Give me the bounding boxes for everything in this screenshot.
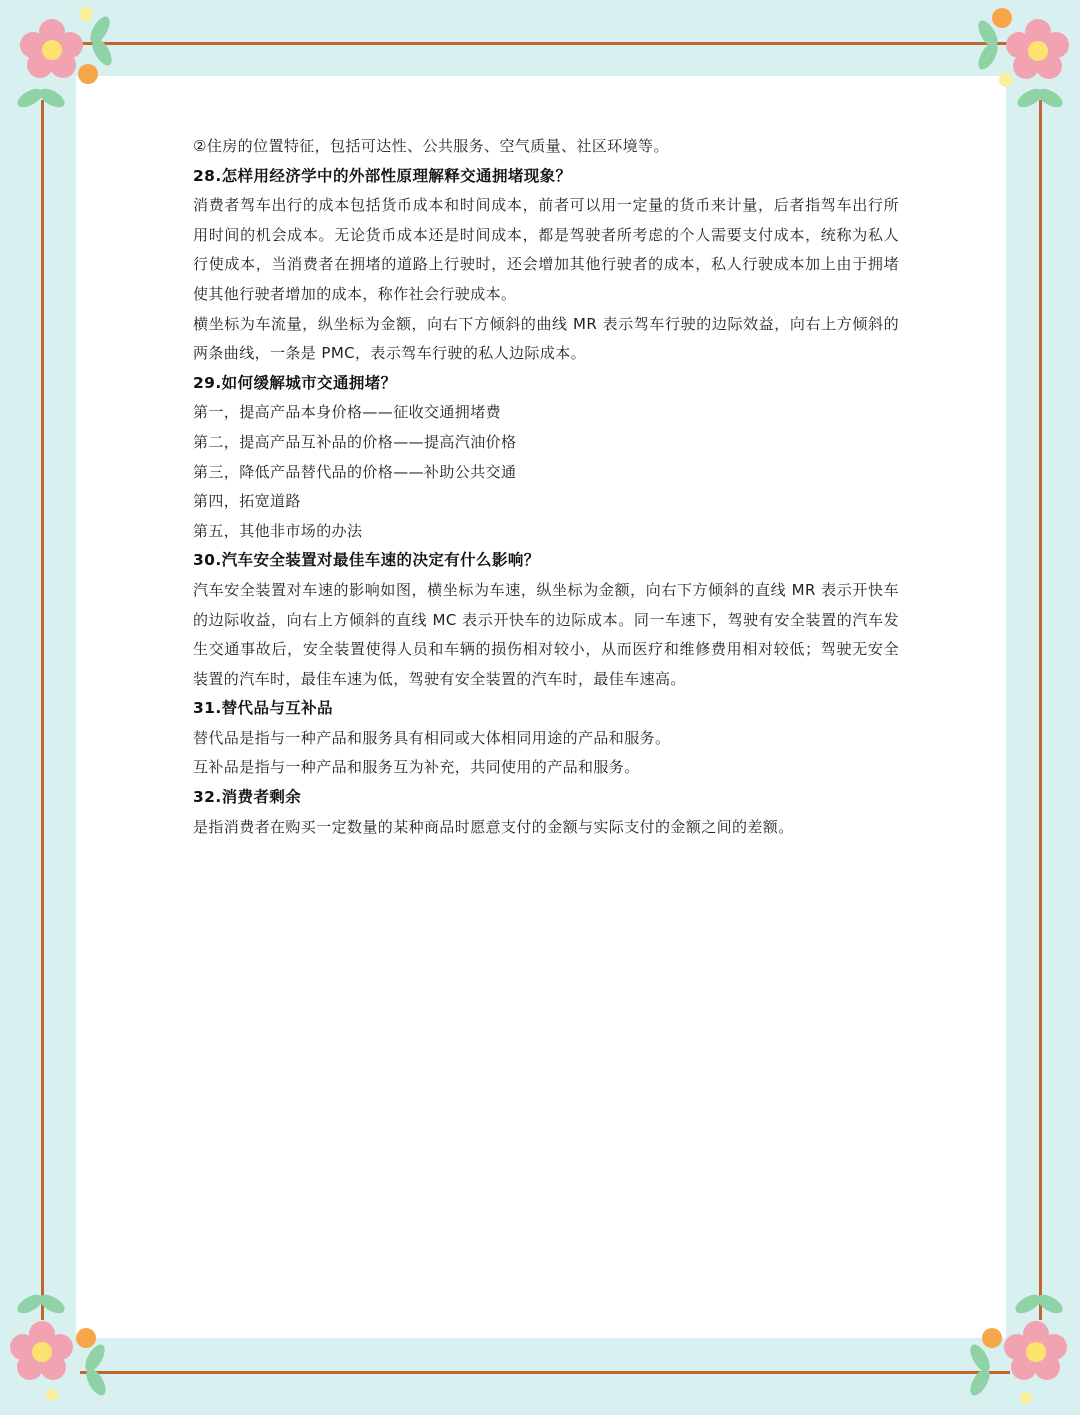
paragraph: 第三，降低产品替代品的价格——补助公共交通 xyxy=(193,462,517,481)
document-content xyxy=(193,132,899,842)
paragraph: 第四，拓宽道路 xyxy=(193,492,301,511)
paragraph: 第五，其他非市场的办法 xyxy=(193,521,363,540)
paragraph: 是指消费者在购买一定数量的某种商品时愿意支付的金额与实际支付的金额之间的差额。 xyxy=(193,817,794,836)
frame-line-left xyxy=(41,100,44,1320)
flower-icon xyxy=(1006,19,1069,79)
paragraph: 第二，提高产品互补品的价格——提高汽油价格 xyxy=(193,432,517,451)
corner-decoration-bottom-left xyxy=(0,1290,130,1415)
flower-icon xyxy=(1004,1321,1067,1380)
document-page xyxy=(76,76,1006,1338)
section-heading: 29.如何缓解城市交通拥堵？ xyxy=(193,373,397,392)
frame-line-top xyxy=(80,42,1010,45)
section-heading: 30.汽车安全装置对最佳车速的决定有什么影响？ xyxy=(193,551,540,570)
section-heading: 32.消费者剩余 xyxy=(193,788,302,807)
paragraph: 第一，提高产品本身价格——征收交通拥堵费 xyxy=(193,403,502,422)
paragraph: 互补品是指与一种产品和服务互为补充，共同使用的产品和服务。 xyxy=(193,758,640,777)
flower-icon xyxy=(10,1321,73,1380)
corner-decoration-top-right xyxy=(950,0,1080,130)
paragraph: ②住房的位置特征，包括可达性、公共服务、空气质量、社区环境等。 xyxy=(193,137,669,155)
section-heading: 28.怎样用经济学中的外部性原理解释交通拥堵现象？ xyxy=(193,166,572,185)
paragraph: 汽车安全装置对车速的影响如图，横坐标为车速，纵坐标为金额，向右下方倾斜的直线 MR 表示开快车的边际收益，向右上方倾斜的直线 MC 表示开快车的边际成本。同一车速下，驾驶有安全装置的汽车发生交通事故后，安全装置使得人员和车辆的损伤相对较小，从而医疗和维修费用相对较低；驾驶无安全装置的汽车时，最佳车速为低，驾驶有安全装置的汽车时，最佳车速高。 xyxy=(193,580,899,688)
section-heading: 31.替代品与互补品 xyxy=(193,699,333,718)
flower-icon xyxy=(20,19,83,78)
paragraph: 替代品是指与一种产品和服务具有相同或大体相同用途的产品和服务。 xyxy=(193,728,671,747)
paragraph: 横坐标为车流量，纵坐标为金额，向右下方倾斜的曲线 MR 表示驾车行驶的边际效益，向右上方倾斜的两条曲线，一条是 PMC，表示驾车行驶的私人边际成本。 xyxy=(193,314,899,363)
corner-decoration-bottom-right xyxy=(950,1290,1080,1415)
paragraph: 消费者驾车出行的成本包括货币成本和时间成本，前者可以用一定量的货币来计量，后者指驾车出行所用时间的机会成本。无论货币成本还是时间成本，都是驾驶者所考虑的个人需要支付成本，统称为私人行使成本，当消费者在拥堵的道路上行驶时，还会增加其他行驶者的成本，私人行驶成本加上由于拥堵使其他行驶者增加的成本，称作社会行驶成本。 xyxy=(193,196,899,303)
corner-decoration-top-left xyxy=(0,0,140,130)
frame-line-bottom xyxy=(80,1371,1010,1374)
frame-line-right xyxy=(1039,100,1042,1320)
